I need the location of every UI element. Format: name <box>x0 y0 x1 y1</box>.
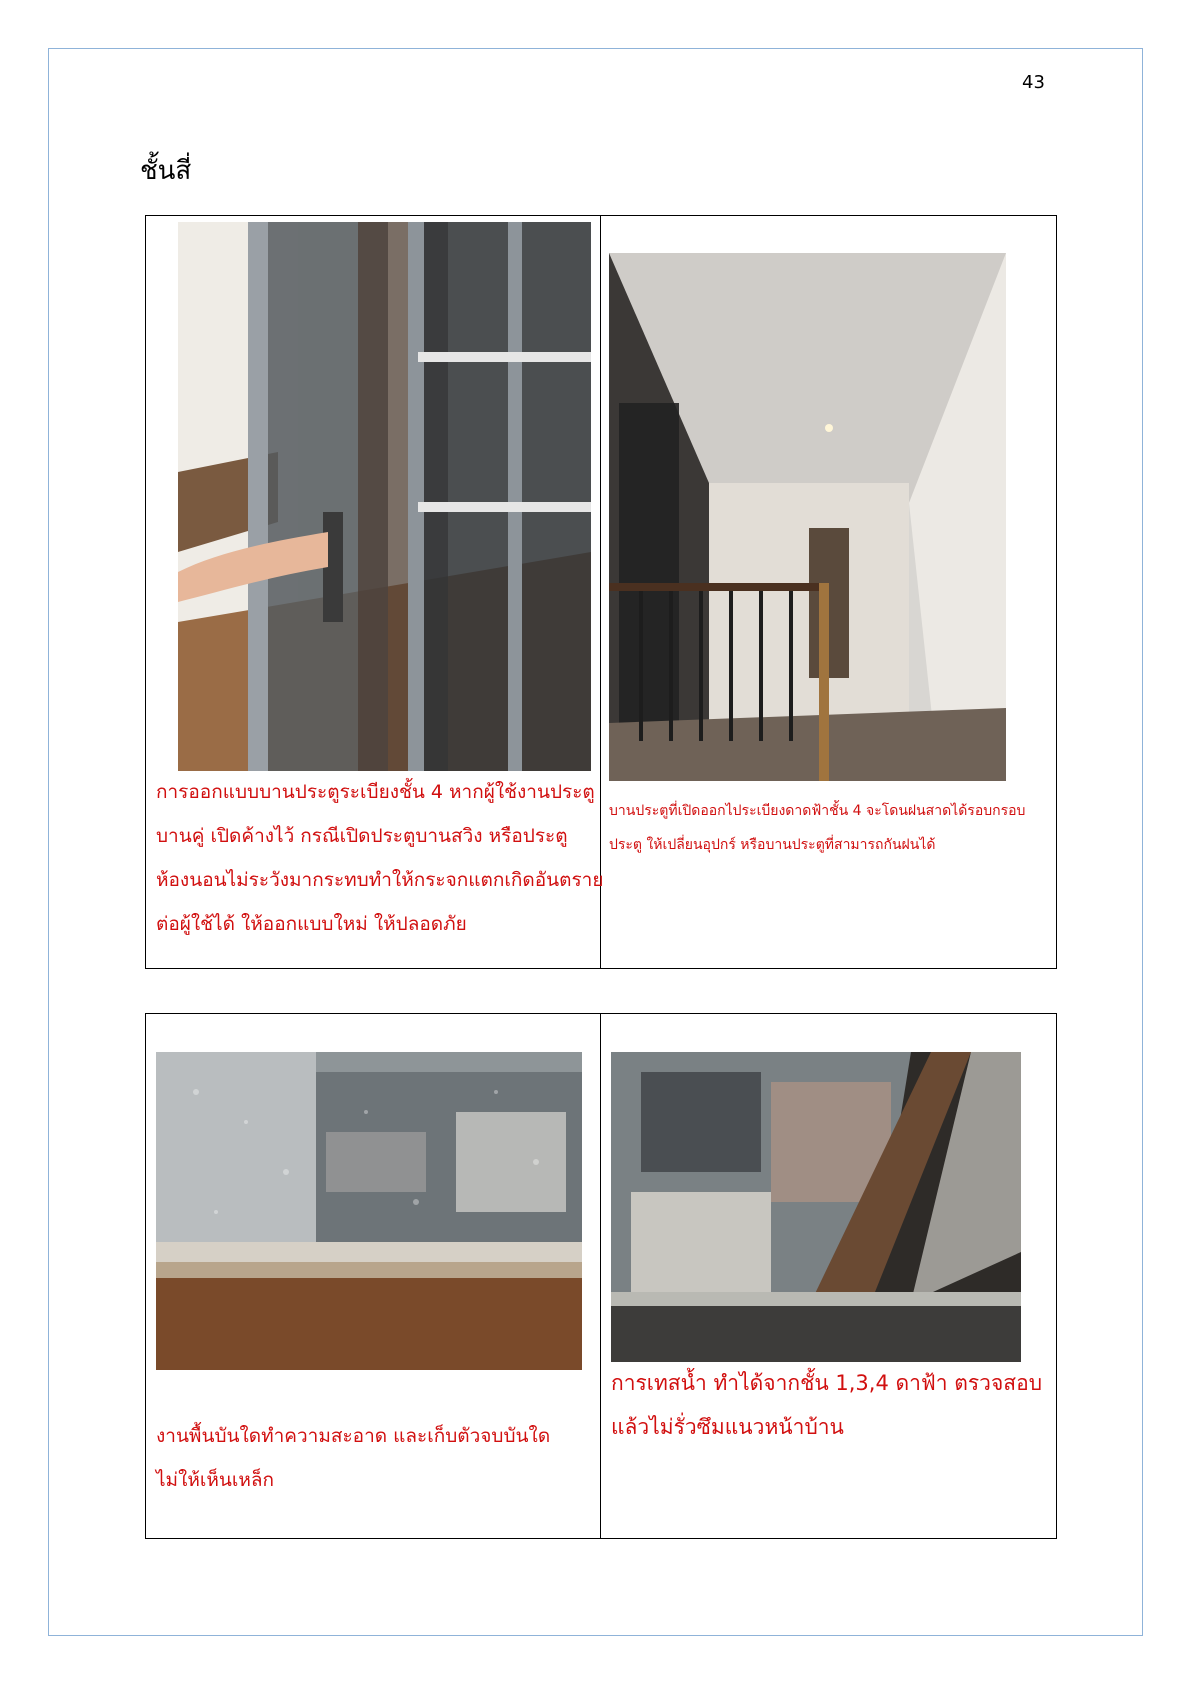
photo-caption <box>156 1414 550 1502</box>
caption-line: ห้องนอนไม่ระวังมากระทบทำให้กระจกแตกเกิดอันตราย <box>156 869 604 891</box>
caption-line: บานคู่ เปิดค้างไว้ กรณีเปิดประตูบานสวิง หรือประตู <box>156 825 568 847</box>
table-cell <box>601 216 1057 969</box>
page-number: 43 <box>1022 72 1045 93</box>
sliding-glass-door-photo <box>178 222 591 771</box>
caption-line: การเทสน้ำ ทำได้จากชั้น 1,3,4 ดาฟ้า ตรวจสอบ <box>611 1371 1043 1395</box>
table-row <box>146 1014 1057 1539</box>
table-cell <box>146 216 604 969</box>
photo-caption <box>609 794 1025 862</box>
photo-table-1 <box>145 215 1057 969</box>
table-cell <box>601 1014 1057 1539</box>
roof-gutter-water-test-photo <box>611 1052 1021 1362</box>
table-row <box>146 216 1057 969</box>
photo-caption <box>611 1361 1042 1449</box>
wet-window-sill-photo <box>156 1052 582 1370</box>
hallway-stair-railing-photo <box>609 253 1006 781</box>
caption-line: งานพื้นบันใดทำความสะอาด และเก็บตัวจบบันใด <box>156 1425 551 1447</box>
caption-line: ต่อผู้ใช้ได้ ให้ออกแบบใหม่ ให้ปลอดภัย <box>156 913 467 935</box>
caption-line: ประตู ให้เปลี่ยนอุปกร์ หรือบานประตูที่สามารถกันฝนได้ <box>609 837 936 853</box>
photo-table-2 <box>145 1013 1057 1539</box>
section-title: ชั้นสี่ <box>140 156 192 186</box>
caption-line: บานประตูที่เปิดออกไประเบียงดาดฟ้าชั้น 4 จะโดนฝนสาดได้รอบกรอบ <box>609 803 1026 819</box>
table-cell <box>146 1014 601 1539</box>
caption-line: ไม่ให้เห็นเหล็ก <box>156 1469 275 1491</box>
photo-caption <box>156 770 603 946</box>
caption-line: การออกแบบบานประตูระเบียงชั้น 4 หากผู้ใช้งานประตู <box>156 781 595 803</box>
caption-line: แล้วไม่รั่วซึมแนวหน้าบ้าน <box>611 1415 844 1439</box>
